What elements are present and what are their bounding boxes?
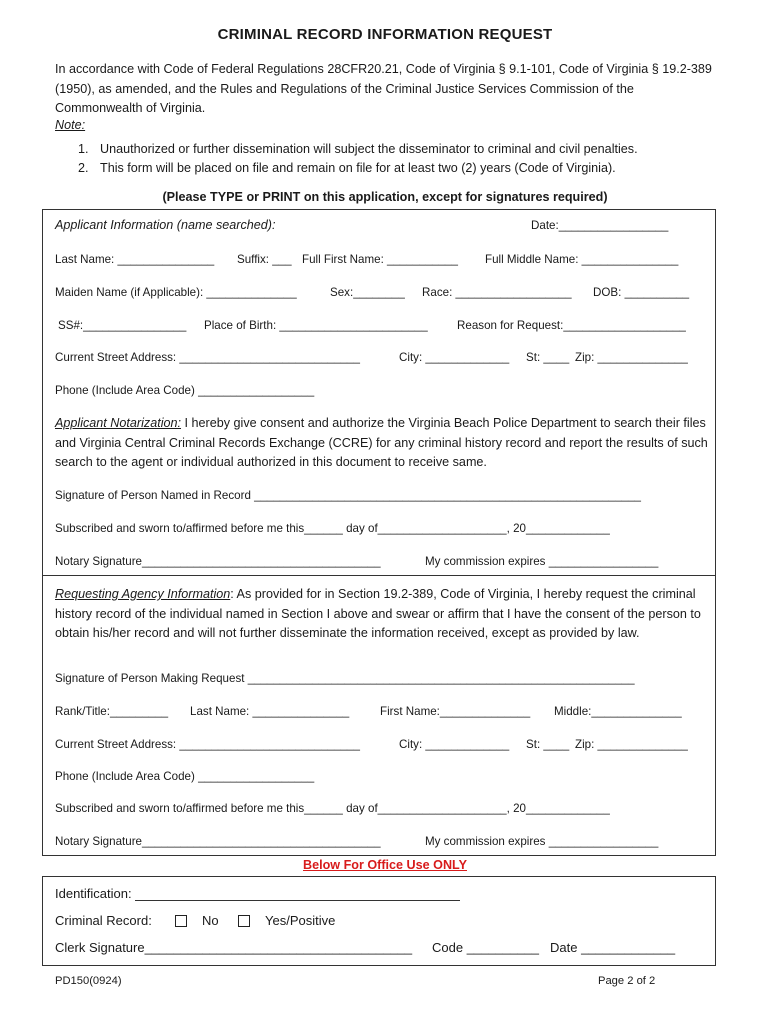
agency-sworn-field[interactable]: Subscribed and sworn to/affirmed before me this______ day of____________________, 20_____________ <box>55 802 610 815</box>
agency-first-name-field[interactable]: First Name:______________ <box>380 705 531 718</box>
agency-label: Requesting Agency Information <box>55 587 231 601</box>
agency-zip-field[interactable]: Zip: ______________ <box>575 738 688 751</box>
note-text: This form will be placed on file and remain on file for at least two (2) years (Code of Virginia). <box>100 161 616 175</box>
notarization-label: Applicant Notarization: <box>55 416 182 430</box>
agency-information <box>55 585 715 644</box>
applicant-date-field[interactable]: Date:_________________ <box>531 219 669 232</box>
identification-input[interactable] <box>135 888 460 901</box>
agency-notary-signature[interactable]: Notary Signature_____________________________________ <box>55 835 381 848</box>
agency-street-field[interactable]: Current Street Address: ____________________________ <box>55 738 360 751</box>
race-field[interactable]: Race: __________________ <box>422 286 572 299</box>
clerk-signature-field[interactable]: Clerk Signature_____________________________________ <box>55 940 413 955</box>
agency-last-name-field[interactable]: Last Name: _______________ <box>190 705 350 718</box>
agency-phone-field[interactable]: Phone (Include Area Code) __________________ <box>55 770 315 783</box>
page-number: Page 2 of 2 <box>598 975 656 987</box>
last-name-field[interactable]: Last Name: _______________ <box>55 253 215 266</box>
form-title: CRIMINAL RECORD INFORMATION REQUEST <box>217 26 553 43</box>
instructions: (Please TYPE or PRINT on this application, except for signatures required) <box>162 190 608 204</box>
rank-title-field[interactable]: Rank/Title:_________ <box>55 705 169 718</box>
agency-middle-field[interactable]: Middle:______________ <box>554 705 682 718</box>
yes-positive-label: Yes/Positive <box>265 913 336 928</box>
identification-label: Identification: <box>55 886 132 901</box>
notarization-text: I hereby give consent and authorize the Virginia Beach Police Department to search their files and Virginia Central Criminal Records Exchange (CCRE) for any criminal history record and report the results of such search to the agent or individual authorized in this document to receive same. <box>55 416 708 469</box>
agency-commission-expires[interactable]: My commission expires _________________ <box>425 835 659 848</box>
zip-field[interactable]: Zip: ______________ <box>575 351 688 364</box>
applicant-notary-signature[interactable]: Notary Signature_____________________________________ <box>55 555 381 568</box>
sex-field[interactable]: Sex:________ <box>330 286 405 299</box>
applicant-header: Applicant Information (name searched): <box>55 218 276 232</box>
note-number: 1. <box>78 142 89 156</box>
criminal-record-label: Criminal Record: <box>55 913 152 928</box>
section-divider <box>42 575 716 576</box>
state-field[interactable]: St: ____ <box>526 351 570 364</box>
first-name-field[interactable]: Full First Name: ___________ <box>302 253 458 266</box>
place-of-birth-field[interactable]: Place of Birth: _______________________ <box>204 319 428 332</box>
form-id: PD150(0924) <box>55 975 122 987</box>
note-number: 2. <box>78 161 89 175</box>
code-field[interactable]: Code __________ <box>432 940 539 955</box>
middle-name-field[interactable]: Full Middle Name: _______________ <box>485 253 679 266</box>
note-text: Unauthorized or further dissemination will subject the disseminator to criminal and civil penalties. <box>100 142 638 156</box>
identification-row <box>55 886 460 901</box>
applicant-notarization <box>55 414 715 473</box>
maiden-name-field[interactable]: Maiden Name (if Applicable): ______________ <box>55 286 297 299</box>
street-address-field[interactable]: Current Street Address: ____________________________ <box>55 351 360 364</box>
no-checkbox[interactable] <box>175 915 187 927</box>
office-use-header: Below For Office Use ONLY <box>303 858 467 872</box>
suffix-field[interactable]: Suffix: ___ <box>237 253 292 266</box>
applicant-commission-expires[interactable]: My commission expires _________________ <box>425 555 659 568</box>
applicant-sworn-field[interactable]: Subscribed and sworn to/affirmed before me this______ day of____________________, 20_____________ <box>55 522 610 535</box>
dob-field[interactable]: DOB: __________ <box>593 286 690 299</box>
no-label: No <box>202 913 219 928</box>
city-field[interactable]: City: _____________ <box>399 351 510 364</box>
ssn-field[interactable]: SS#:________________ <box>58 319 187 332</box>
intro-paragraph: In accordance with Code of Federal Regulations 28CFR20.21, Code of Virginia § 9.1-101, Code of Virginia § 19.2-389 (1950), as amended, and the Rules and Regulations of the Criminal Justice Services Commission of the Commonwealth of Virginia. <box>55 62 712 115</box>
agency-text: : As provided for in Section 19.2-389, Code of Virginia, I hereby request the criminal history record of the individual named in Section I above and swear or affirm that I have the consent of the person to obtain his/her record and will not further disseminate the information received, except as provided by law. <box>55 587 701 640</box>
note-label: Note: <box>55 118 86 132</box>
agency-city-field[interactable]: City: _____________ <box>399 738 510 751</box>
yes-positive-checkbox[interactable] <box>238 915 250 927</box>
phone-field[interactable]: Phone (Include Area Code) __________________ <box>55 384 315 397</box>
reason-field[interactable]: Reason for Request:___________________ <box>457 319 686 332</box>
office-date-field[interactable]: Date _____________ <box>550 940 676 955</box>
applicant-signature-field[interactable]: Signature of Person Named in Record ____________________________________________________________ <box>55 489 642 502</box>
agency-state-field[interactable]: St: ____ <box>526 738 570 751</box>
agency-signature-field[interactable]: Signature of Person Making Request ____________________________________________________________ <box>55 672 635 685</box>
